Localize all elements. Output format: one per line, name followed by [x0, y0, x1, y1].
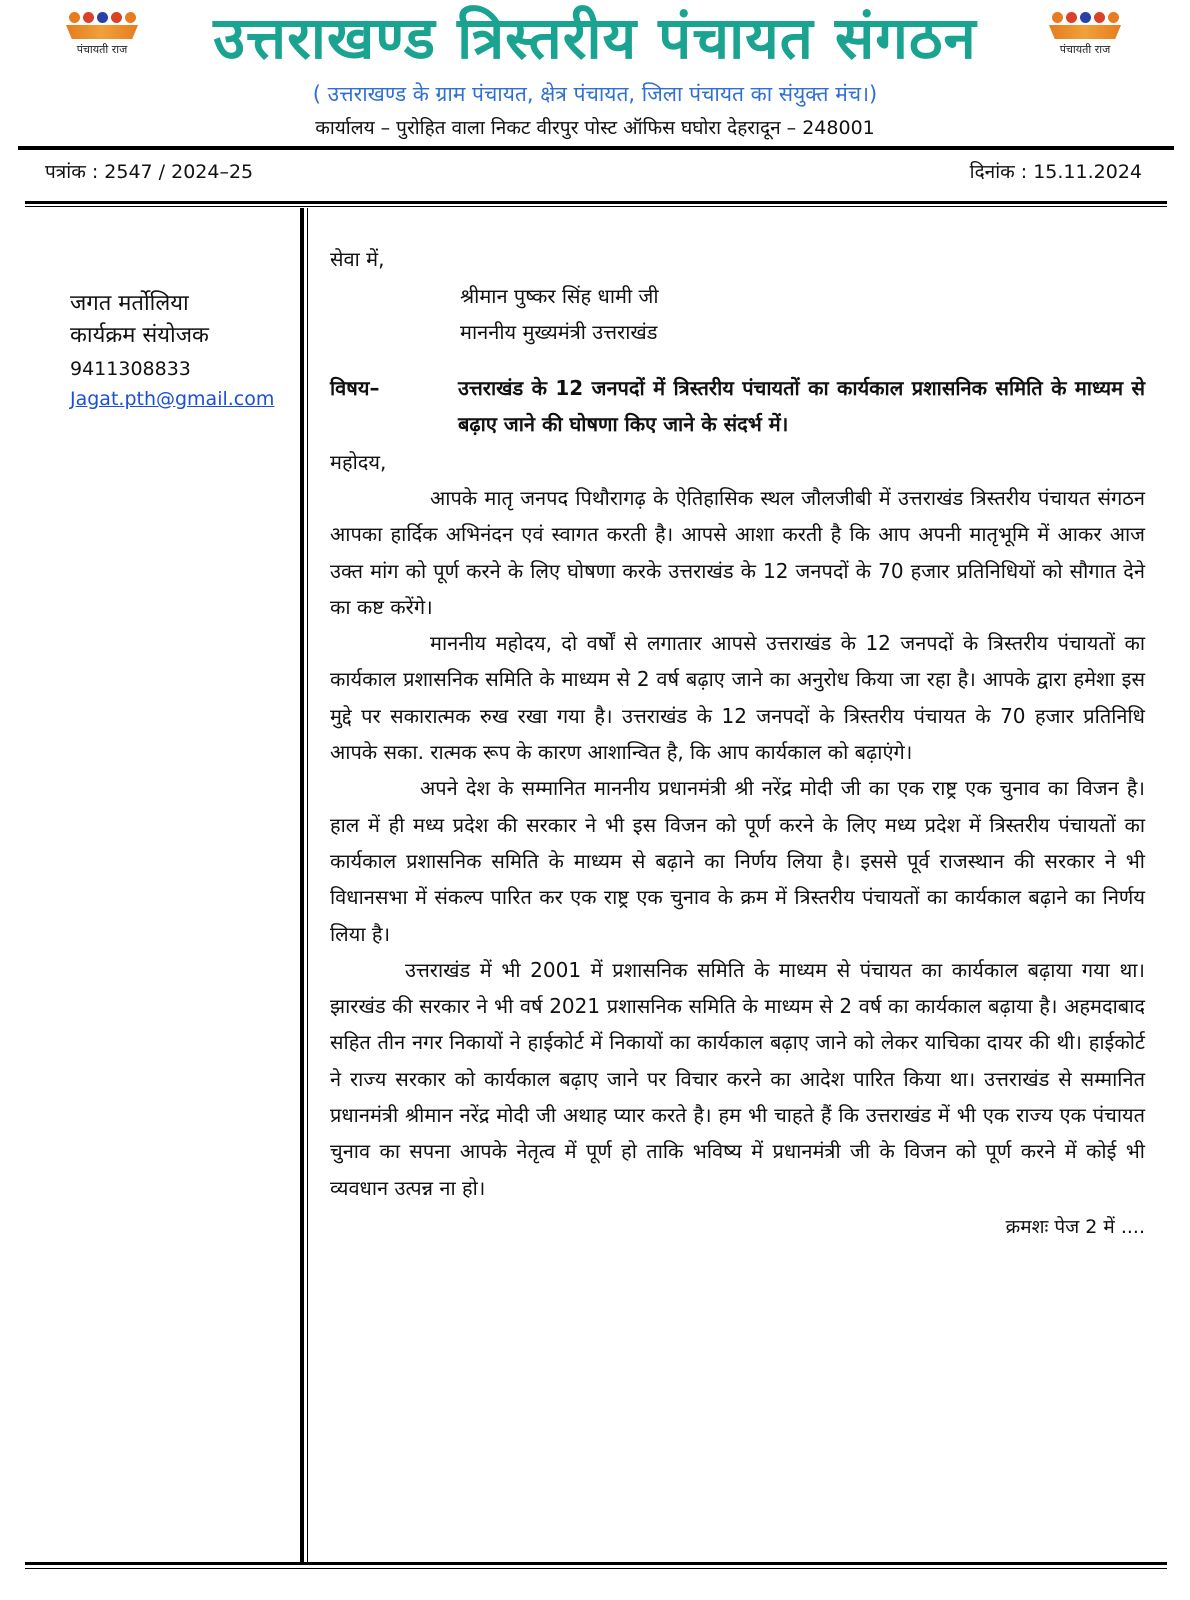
continued-note: क्रमशः पेज 2 में .... — [1005, 1215, 1145, 1238]
to-label: सेवा में, — [330, 247, 385, 271]
column-divider — [300, 208, 304, 1562]
sender-phone: 9411308833 — [70, 358, 191, 380]
letter-body — [330, 240, 1145, 1242]
organization-subtitle: ( उत्तराखण्ड के ग्राम पंचायत, क्षेत्र पंचायत, जिला पंचायत का संयुक्त मंच।) — [312, 82, 878, 106]
people-dots-icon — [1052, 12, 1119, 23]
body-bottom-divider-thin — [25, 1568, 1167, 1569]
body-top-divider — [25, 201, 1167, 204]
paragraph: अपने देश के सम्मानित माननीय प्रधानमंत्री श्री नरेंद्र मोदी जी का एक राष्ट्र एक चुनाव का विजन है। हाल में ही मध्य प्रदेश की सरकार ने भी इस विजन को पूर्ण करने के लिए मध्य प्रदेश में त्रिस्तरीय पंचायतों का कार्यकाल प्रशासनिक समिति के माध्यम से बढ़ाने का निर्णय लिया है। इससे पूर्व राजस्थान की सरकार ने भी विधानसभा में संकल्प पारित कर एक राष्ट्र एक चुनाव के क्रम में त्रिस्तरीय पंचायतों का कार्यकाल बढ़ाने का निर्णय लिया है। — [330, 776, 1145, 946]
body-top-divider-thin — [25, 206, 1167, 207]
greeting: महोदय, — [330, 450, 387, 474]
header-divider — [18, 146, 1174, 150]
logo-table-icon — [1049, 25, 1121, 39]
reference-number: पत्रांक : 2547 / 2024–25 — [45, 161, 254, 183]
column-divider-thin — [307, 208, 308, 1562]
subject-block — [330, 370, 1145, 442]
sender-sidebar — [70, 288, 295, 412]
panchayati-raj-logo-left — [62, 10, 142, 64]
logo-caption: पंचायती राज — [1059, 43, 1111, 56]
sender-name: जगत मर्तोलिया — [70, 291, 189, 316]
sender-email-link[interactable]: Jagat.pth@gmail.com — [70, 388, 275, 410]
people-dots-icon — [69, 12, 136, 23]
logo-caption: पंचायती राज — [76, 43, 128, 56]
sender-role: कार्यक्रम संयोजक — [70, 323, 209, 348]
addressee-title: माननीय मुख्यमंत्री उत्तराखंड — [460, 320, 658, 344]
addressee-name: श्रीमान पुष्कर सिंह धामी जी — [460, 284, 659, 308]
paragraph: उत्तराखंड में भी 2001 में प्रशासनिक समिति के माध्यम से पंचायत का कार्यकाल बढ़ाया गया था। झारखंड की सरकार ने भी वर्ष 2021 प्रशासनिक समिति के माध्यम से 2 वर्ष का कार्यकाल बढ़ाया है। अहमदाबाद सहित तीन नगर निकायों ने हाईकोर्ट में निकायों का कार्यकाल बढ़ाए जाने को लेकर याचिका दायर की थी। हाईकोर्ट ने राज्य सरकार को कार्यकाल बढ़ाए जाने पर विचार करने का आदेश पारित किया था। उत्तराखंड से सम्मानित प्रधानमंत्री श्रीमान नरेंद्र मोदी जी अथाह प्यार करते है। हम भी चाहते हैं कि उत्तराखंड में भी एक राज्य एक पंचायत चुनाव का सपना आपके नेतृत्व में पूर्ण हो ताकि भविष्य में प्रधानमंत्री जी के विजन को पूर्ण करने में कोई भी व्यवधान उत्पन्न ना हो। — [330, 957, 1145, 1200]
office-address: कार्यालय – पुरोहित वाला निकट वीरपुर पोस्ट ऑफिस घघोरा देहरादून – 248001 — [315, 117, 875, 139]
organization-title: उत्तराखण्ड त्रिस्तरीय पंचायत संगठन — [213, 4, 977, 72]
paragraph: आपके मातृ जनपद पिथौरागढ़ के ऐतिहासिक स्थल जौलजीबी में उत्तराखंड त्रिस्तरीय पंचायत संगठन आपका हार्दिक अभिनंदन एवं स्वागत करती है। आपसे आशा करती है कि आप अपनी मातृभूमि में आकर आज उक्त मांग को पूर्ण करने के लिए घोषणा करके उत्तराखंड के 12 जनपदों के 70 हजार प्रतिनिधियों को सौगात देने का कष्ट करेंगे। — [330, 486, 1145, 619]
letter-date: दिनांक : 15.11.2024 — [969, 161, 1142, 183]
subject-text: उत्तराखंड के 12 जनपदों में त्रिस्तरीय पंचायतों का कार्यकाल प्रशासनिक समिति के माध्यम से बढ़ाए जाने की घोषणा किए जाने के संदर्भ में। — [458, 376, 1145, 436]
body-bottom-divider — [25, 1562, 1167, 1565]
panchayati-raj-logo-right — [1045, 10, 1125, 64]
paragraph: माननीय महोदय, दो वर्षों से लगातार आपसे उत्तराखंड के 12 जनपदों के त्रिस्तरीय पंचायतों का कार्यकाल प्रशासनिक समिति के माध्यम से 2 वर्ष बढ़ाए जाने का अनुरोध किया जा रहा है। आपके द्वारा हमेशा इस मुद्दे पर सकारात्मक रुख रखा गया है। उत्तराखंड के 12 जनपदों के त्रिस्तरीय पंचायत के 70 हजार प्रतिनिधि आपके सका. रात्मक रूप के कारण आशान्वित है, कि आप कार्यकाल को बढ़ाएंगे। — [330, 631, 1145, 765]
logo-table-icon — [66, 25, 138, 39]
subject-label: विषय– — [330, 376, 380, 400]
